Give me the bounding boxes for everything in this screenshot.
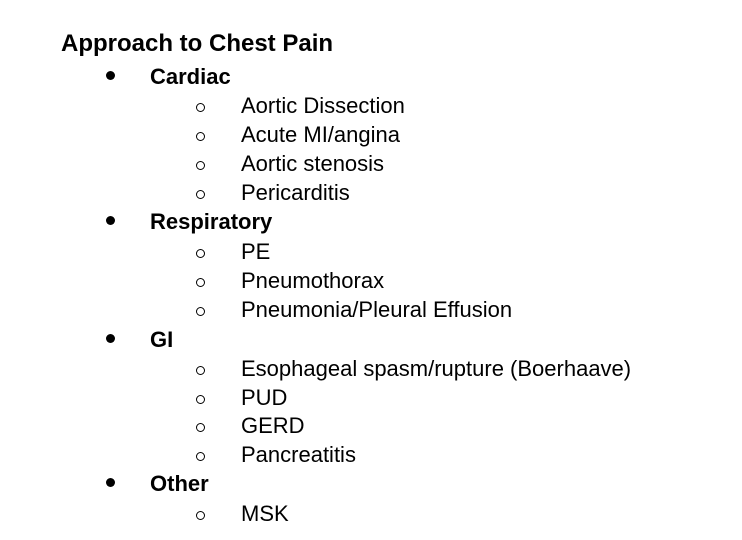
- list-item: [0, 91, 742, 120]
- circle-bullet-icon: [196, 278, 205, 287]
- list-item-label: Esophageal spasm/rupture (Boerhaave): [241, 356, 632, 381]
- page-title: Approach to Chest Pain: [61, 30, 334, 57]
- list-item: [0, 120, 742, 149]
- bullet-icon: [106, 216, 115, 225]
- bullet-icon: [106, 478, 115, 487]
- list-item: [0, 411, 742, 440]
- list-item: [0, 149, 742, 178]
- circle-bullet-icon: [196, 366, 205, 375]
- list-item: [0, 178, 742, 207]
- list-item-label: Pancreatitis: [241, 442, 356, 467]
- list-item-label: Pericarditis: [241, 180, 350, 205]
- circle-bullet-icon: [196, 511, 205, 520]
- circle-bullet-icon: [196, 395, 205, 404]
- list-item-label: Aortic stenosis: [241, 151, 385, 176]
- circle-bullet-icon: [196, 132, 205, 141]
- list-item: [0, 440, 742, 469]
- list-item: [0, 499, 742, 528]
- category-cardiac: [0, 62, 742, 92]
- circle-bullet-icon: [196, 307, 205, 316]
- list-item-label: Aortic Dissection: [241, 93, 405, 118]
- list-item-label: PUD: [241, 385, 288, 410]
- category-label: Respiratory: [150, 209, 273, 234]
- bullet-icon: [106, 71, 115, 80]
- list-item: [0, 237, 742, 266]
- list-item: [0, 354, 742, 383]
- circle-bullet-icon: [196, 423, 205, 432]
- list-item: [0, 266, 742, 295]
- list-item-label: Pneumothorax: [241, 268, 385, 293]
- category-respiratory: [0, 207, 742, 237]
- circle-bullet-icon: [196, 249, 205, 258]
- list-item-label: GERD: [241, 413, 305, 438]
- circle-bullet-icon: [196, 103, 205, 112]
- category-label: GI: [150, 327, 174, 352]
- circle-bullet-icon: [196, 161, 205, 170]
- list-item-label: MSK: [241, 501, 289, 526]
- list-item-label: PE: [241, 239, 271, 264]
- list-item: [0, 295, 742, 324]
- category-other: [0, 469, 742, 499]
- bullet-icon: [106, 334, 115, 343]
- circle-bullet-icon: [196, 452, 205, 461]
- list-item-label: Pneumonia/Pleural Effusion: [241, 297, 513, 322]
- category-label: Other: [150, 471, 209, 496]
- list-item-label: Acute MI/angina: [241, 122, 400, 147]
- circle-bullet-icon: [196, 190, 205, 199]
- list-item: [0, 383, 742, 412]
- category-label: Cardiac: [150, 64, 231, 89]
- category-gi: [0, 325, 742, 355]
